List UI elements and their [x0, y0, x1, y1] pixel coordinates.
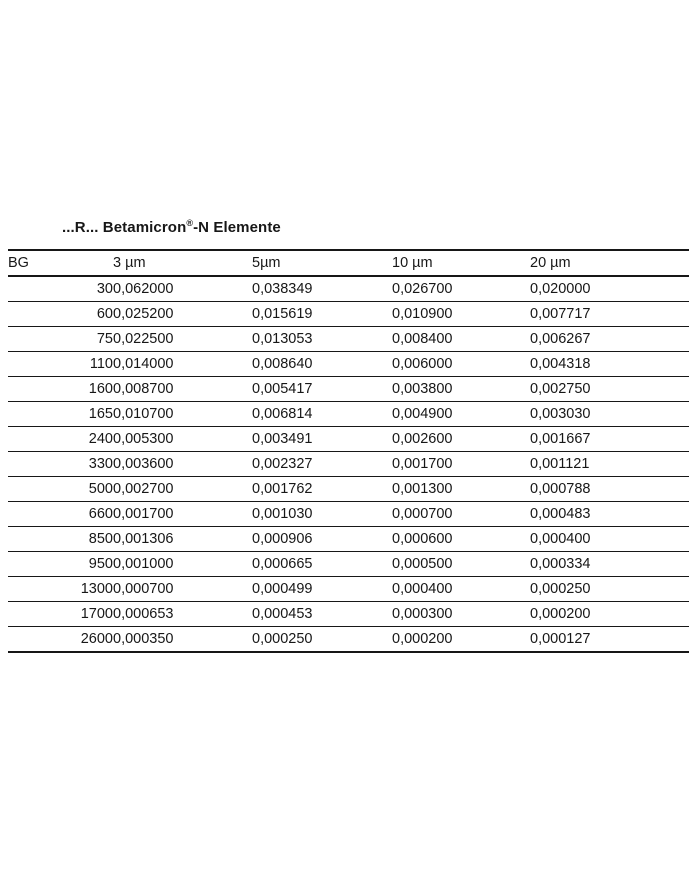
table-row [8, 502, 689, 527]
cell-c5: 0,000250 [530, 580, 591, 597]
cell-c2: 0,022500 [113, 330, 174, 347]
cell-c2: 0,025200 [113, 305, 174, 322]
cell-bg: 1300 [80, 580, 113, 597]
cell-c4: 0,004900 [392, 405, 453, 422]
cell-c5: 0,001667 [530, 430, 591, 447]
column-header-10um: 10 µm [392, 254, 433, 271]
page-title-suffix: -N Elemente [193, 219, 281, 236]
cell-c2: 0,001700 [113, 505, 174, 522]
cell-bg: 1700 [80, 605, 113, 622]
cell-c3: 0,000453 [252, 605, 313, 622]
cell-c2: 0,005300 [113, 430, 174, 447]
table-row [8, 602, 689, 627]
cell-bg: 950 [88, 555, 113, 572]
cell-c3: 0,006814 [252, 405, 313, 422]
cell-c5: 0,000400 [530, 530, 591, 547]
cell-c2: 0,062000 [113, 280, 174, 297]
table-row [8, 552, 689, 577]
table-header [8, 250, 689, 276]
cell-c3: 0,000665 [252, 555, 313, 572]
table-row [8, 577, 689, 602]
table-row [8, 377, 689, 402]
cell-c5: 0,006267 [530, 330, 591, 347]
cell-c4: 0,001300 [392, 480, 453, 497]
cell-c5: 0,000788 [530, 480, 591, 497]
cell-c3: 0,008640 [252, 355, 313, 372]
cell-c4: 0,026700 [392, 280, 453, 297]
cell-c4: 0,003800 [392, 380, 453, 397]
cell-c4: 0,006000 [392, 355, 453, 372]
cell-c5: 0,000200 [530, 605, 591, 622]
cell-c2: 0,014000 [113, 355, 174, 372]
table-row [8, 627, 689, 653]
cell-bg: 75 [96, 330, 113, 347]
cell-c5: 0,002750 [530, 380, 591, 397]
cell-c2: 0,001000 [113, 555, 174, 572]
cell-c2: 0,000350 [113, 630, 174, 647]
cell-c4: 0,008400 [392, 330, 453, 347]
table-row [8, 452, 689, 477]
cell-c2: 0,010700 [113, 405, 174, 422]
cell-c5: 0,000127 [530, 630, 591, 647]
cell-c5: 0,000334 [530, 555, 591, 572]
table-row [8, 527, 689, 552]
column-header-20um: 20 µm [530, 254, 571, 271]
cell-bg: 330 [88, 455, 113, 472]
registered-trademark-icon: ® [186, 218, 194, 228]
cell-c4: 0,010900 [392, 305, 453, 322]
table-row [8, 302, 689, 327]
cell-c5: 0,001121 [530, 455, 590, 472]
cell-c4: 0,000700 [392, 505, 453, 522]
table-row [8, 276, 689, 302]
cell-bg: 240 [88, 430, 113, 447]
cell-c4: 0,000500 [392, 555, 453, 572]
cell-c4: 0,001700 [392, 455, 453, 472]
cell-c3: 0,000250 [252, 630, 313, 647]
cell-bg: 30 [96, 280, 113, 297]
cell-c3: 0,013053 [252, 330, 313, 347]
cell-bg: 660 [88, 505, 113, 522]
cell-c3: 0,005417 [252, 380, 313, 397]
cell-c4: 0,002600 [392, 430, 453, 447]
cell-c2: 0,008700 [113, 380, 174, 397]
cell-c5: 0,000483 [530, 505, 591, 522]
cell-c5: 0,007717 [530, 305, 591, 322]
cell-c2: 0,003600 [113, 455, 174, 472]
table-header-row [8, 250, 689, 276]
cell-c5: 0,004318 [530, 355, 591, 372]
column-header-3um: 3 µm [113, 254, 146, 271]
cell-c3: 0,001030 [252, 505, 313, 522]
cell-bg: 160 [88, 380, 113, 397]
cell-c3: 0,015619 [252, 305, 313, 322]
cell-c5: 0,020000 [530, 280, 591, 297]
cell-c2: 0,000700 [113, 580, 174, 597]
cell-c4: 0,000400 [392, 580, 453, 597]
table-body [8, 276, 689, 652]
cell-c4: 0,000300 [392, 605, 453, 622]
table-row [8, 327, 689, 352]
cell-c3: 0,038349 [252, 280, 313, 297]
table-row [8, 402, 689, 427]
page-title-prefix: ...R... Betamicron [62, 219, 187, 236]
cell-bg: 110 [89, 355, 113, 372]
page-title [62, 219, 281, 236]
cell-c2: 0,002700 [113, 480, 174, 497]
column-header-bg: BG [8, 254, 29, 271]
cell-c2: 0,001306 [113, 530, 174, 547]
cell-bg: 60 [96, 305, 113, 322]
cell-c2: 0,000653 [113, 605, 174, 622]
cell-c3: 0,000499 [252, 580, 313, 597]
cell-c3: 0,001762 [252, 480, 313, 497]
table-row [8, 427, 689, 452]
cell-bg: 2600 [80, 630, 113, 647]
cell-c3: 0,000906 [252, 530, 313, 547]
cell-c3: 0,002327 [252, 455, 313, 472]
cell-bg: 850 [88, 530, 113, 547]
cell-c4: 0,000200 [392, 630, 453, 647]
cell-c4: 0,000600 [392, 530, 453, 547]
betamicron-elements-table [8, 249, 689, 653]
column-header-5um: 5µm [252, 254, 281, 271]
table-row [8, 477, 689, 502]
cell-c3: 0,003491 [252, 430, 313, 447]
cell-bg: 500 [88, 480, 113, 497]
table-row [8, 352, 689, 377]
cell-c5: 0,003030 [530, 405, 591, 422]
cell-bg: 165 [88, 405, 113, 422]
